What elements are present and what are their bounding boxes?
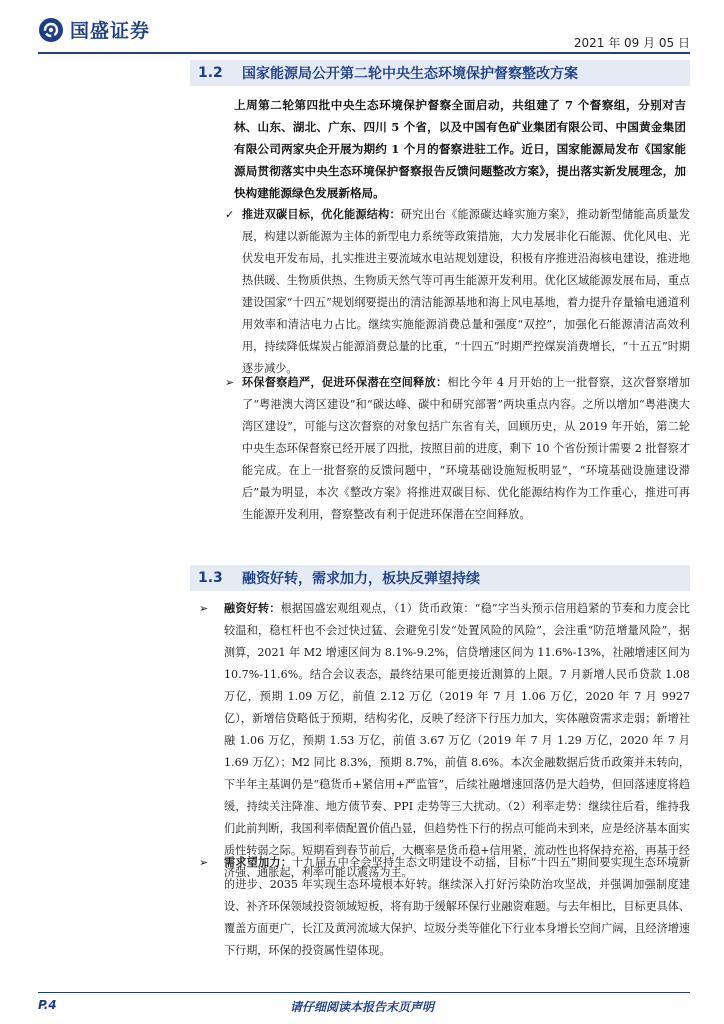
section-number: 1.3 (198, 570, 223, 586)
bullet-dual-carbon (195, 204, 690, 380)
section-title: 国家能源局公开第二轮中央生态环境保护督察整改方案 (242, 66, 578, 82)
section-heading-1-3 (190, 565, 690, 591)
bullet-env-inspection (195, 372, 690, 526)
arrow-bullet-icon: ➢ (199, 602, 209, 615)
section-number: 1.2 (198, 65, 223, 81)
arrow-bullet-icon: ➢ (199, 856, 209, 869)
bullet-lead: 需求望加力： (224, 856, 293, 869)
footer-disclaimer: 请仔细阅读本报告末页声明 (289, 1000, 434, 1014)
page-number: P.4 (38, 998, 57, 1012)
page-header (0, 0, 724, 52)
bullet-text (242, 204, 690, 380)
section-title: 融资好转，需求加力，板块反弹望持续 (242, 571, 480, 587)
section-heading-1-2 (190, 60, 690, 86)
bullet-financing (195, 598, 690, 884)
bullet-demand (195, 852, 690, 962)
logo-text: 国盛证券 (70, 20, 151, 42)
section-summary: 上周第二轮第四批中央生态环境保护督察全面启动，共组建了 7 个督察组，分别对吉林、山东、湖北、广东、四川 5 个省，以及中国有色矿业集团有限公司、中国黄金集团有限公司两家央企开展为期约 1 个月的督察进驻工作。近日，国家能源局发布《国家能源局贯彻落实中央生态环境保护督察报告反馈问题整改方案》，提出落实新发展理念，加快构建能源绿色发展新格局。 (234, 98, 686, 200)
bullet-body: 十九届五中全会坚持生态文明建设不动摇，目标“十四五”期间要实现生态环境新的进步、2035 年实现生态环境根本好转。继续深入打好污染防治攻坚战，并强调加强制度建设、补齐环保领域投资领域短板，将有助于缓解环保行业融资难题。与去年相比，目标更具体、覆盖方面更广，长江及黄河流域大保护、垃圾分类等催化下行业本身增长空间广阔，且经济增速下行期，环保的投资属性望体现。 (224, 856, 690, 957)
bullet-text (224, 598, 690, 884)
arrow-bullet-icon: ➢ (225, 376, 235, 389)
bullet-lead: 环保督察趋严，促进环保潜在空间释放： (242, 376, 448, 389)
footer-divider (38, 992, 690, 993)
bullet-text (242, 372, 690, 526)
bullet-lead: 推进双碳目标，优化能源结构： (242, 208, 401, 221)
bullet-lead: 融资好转： (224, 602, 281, 615)
bullet-body: 研究出台《能源碳达峰实施方案》，推动新型储能高质量发展，构建以新能源为主体的新型电力系统等政策措施，大力发展非化石能源、优化风电、光伏发电开发布局，扎实推进主要流域水电站规划建设，积极有序推进沿海核电建设，推进地热供暖、生物质供热、生物质天然气等可再生能源开发利用。优化区域能源发展布局，重点建设国家“十四五”规划纲要提出的清洁能源基地和海上风电基地，着力提升存量输电通道利用效率和清洁电力占比。继续实施能源消费总量和强度“双控”，加强化石能源清洁高效利用，持续降低煤炭占能源消费总量的比重，“十四五”时期严控煤炭消费增长，“十五五”时期逐步减少。 (242, 208, 690, 375)
bullet-text (224, 852, 690, 962)
check-mark-icon: ✓ (225, 208, 235, 221)
header-divider (38, 52, 690, 54)
report-date: 2021 年 09 月 05 日 (573, 36, 690, 50)
logo-emblem-icon (38, 17, 64, 43)
bullet-body: 根据国盛宏观组观点，（1）货币政策：“稳”字当头预示信用趋紧的节奏和力度会比较温和，稳杠杆也不会过快过猛、会避免引发“处置风险的风险”，会注重“防范增量风险”，据测算，2021 年 M2 增速区间为 8.1%-9.2%，信贷增速区间为 11.6%-13%，社融增速区间为 10.7%-11.6%。结合会议表态，最终结果可能更接近测算的上限。7 月新增人民币贷款 1.08 万亿，预期 1.09 万亿，前值 2.12 万亿（2019 年 7 月 1.06 万亿，2020 年 7 月 9927 亿），新增信贷略低于预期，结构劣化，反映了经济下行压力加大，实体融资需求走弱；新增社融 1.06 万亿，预期 1.53 万亿，前值 3.67 万亿（2019 年 7 月 1.29 万亿，2020 年 7 月 1.69 万亿）；M2 同比 8.3%，预期 8.7%，前值 8.6%。本次金融数据后货币政策并未转向，下半年主基调仍是“稳货币+紧信用+严监管”，后续社融增速回落仍是大趋势，但回落速度将趋缓，持续关注降准、地方债节奏、PPI 走势等三大扰动。（2）利率走势：继续往后看，维持我们此前判断，我国利率债配置价值凸显，但趋势性下行的拐点可能尚未到来，应是经济基本面实质性转弱之际。短期看到春节前后，大概率是货币稳+信用紧，流动性也将保持充裕，再基于经济强、通胀起，利率可能以震荡为主。 (224, 602, 690, 879)
company-logo (38, 16, 150, 43)
bullet-body: 相比今年 4 月开始的上一批督察，这次督察增加了“粤港澳大湾区建设”和“碳达峰、碳中和研究部署”两块重点内容。之所以增加“粤港澳大湾区建设”，可能与这次督察的对象包括广东省有关，回顾历史，从 2019 年开始，第二轮中央生态环保督察已经开展了四批，按照目前的进度，剩下 10 个省份预计需要 2 批督察才能完成。在上一批督察的反馈问题中，“环境基础设施短板明显”，“环境基础设施建设滞后”最为明显，本次《整改方案》将推进双碳目标、优化能源结构作为工作重心，推进可再生能源开发利用，督察整改有利于促进环保潜在空间释放。 (242, 376, 690, 521)
